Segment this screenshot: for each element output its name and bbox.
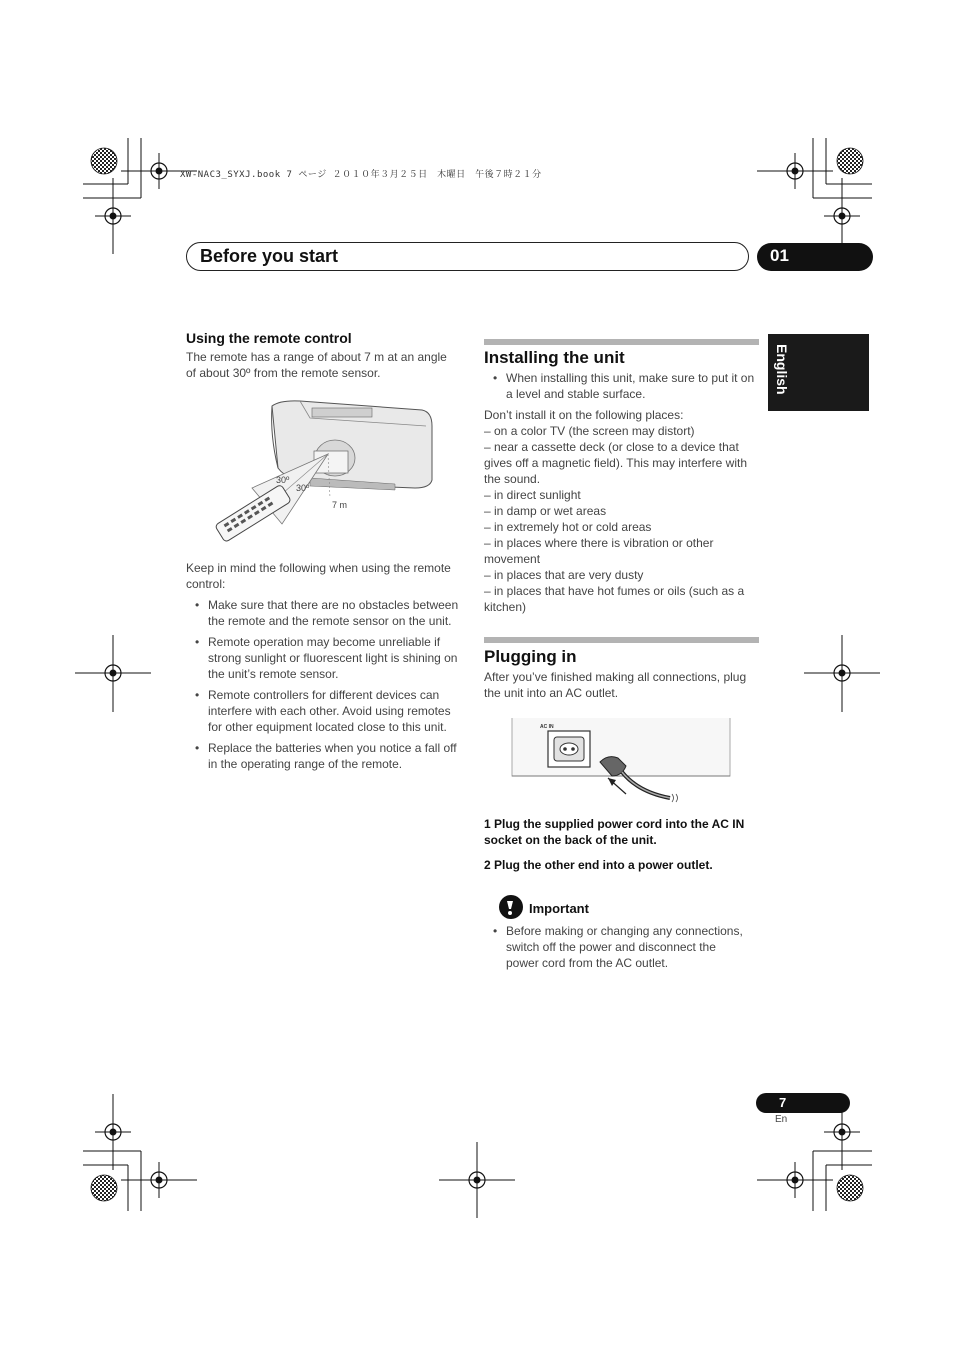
language-label-wrap (768, 334, 792, 411)
angle-left-label: 30º (276, 475, 290, 485)
step-2: 2 Plug the other end into a power outlet. (484, 858, 713, 872)
angle-right-label: 30º (296, 483, 310, 493)
keep-in-mind-text: Keep in mind the following when using the remote control: (186, 561, 451, 591)
list-item: – in direct sunlight (484, 488, 581, 502)
list-item: – in places that are very dusty (484, 568, 644, 582)
chapter-number: 01 (770, 246, 789, 265)
important-label: Important (529, 901, 589, 916)
list-item: – near a cassette deck (or close to a device that gives off a magnetic field). This may interfere with the sound. (484, 440, 748, 486)
remote-intro: The remote has a range of about 7 m at an angle of about 30º from the remote sensor. (186, 350, 447, 380)
list-item: • When installing this unit, make sure to put it on a level and stable surface. (484, 370, 760, 402)
install-bullet-list (484, 370, 760, 407)
section-divider-plug (484, 637, 759, 643)
list-item: • Remote operation may become unreliable if strong sunlight or fluorescent light is shining on the unit’s remote sensor. (186, 634, 462, 682)
language-label: English (774, 344, 790, 395)
list-item: – in extremely hot or cold areas (484, 520, 652, 534)
list-item: – in damp or wet areas (484, 504, 607, 518)
list-item: – on a color TV (the screen may distort) (484, 424, 695, 438)
step-1: 1 Plug the supplied power cord into the AC IN socket on the back of the unit. (484, 817, 745, 847)
list-item: • Replace the batteries when you notice a fall off in the operating range of the remote. (186, 740, 462, 772)
page-number: 7 (779, 1095, 787, 1110)
plug-intro: After you’ve finished making all connections, plug the unit into an AC outlet. (484, 670, 747, 700)
remote-bullet-list (186, 597, 462, 777)
distance-label: 7 m (332, 500, 348, 510)
important-icon (498, 894, 524, 920)
list-item: • Make sure that there are no obstacles between the remote and the remote sensor on the unit. (186, 597, 462, 629)
ac-in-label: AC IN (540, 724, 554, 730)
list-item: • Remote controllers for different devices can interfere with each other. Avoid using remotes for other equipment located close to this unit. (186, 687, 462, 735)
list-item: • Before making or changing any connections, switch off the power and disconnect the power cord from the AC outlet. (484, 923, 746, 971)
install-heading: Installing the unit (484, 348, 625, 367)
page-title: Before you start (200, 246, 339, 266)
dont-install-text: Don’t install it on the following places: (484, 408, 684, 422)
list-item: – in places that have hot fumes or oils (such as a kitchen) (484, 584, 745, 614)
section-divider-install (484, 339, 759, 345)
list-item: – in places where there is vibration or other movement (484, 536, 714, 566)
page-language: En (775, 1114, 788, 1125)
ac-in-figure (508, 714, 734, 810)
remote-range-figure (210, 396, 440, 556)
plug-heading: Plugging in (484, 647, 577, 666)
book-file-line: XW-NAC3_SYXJ.book 7 ページ ２０１０年３月２５日 木曜日 午後７時２１分 (180, 170, 542, 180)
important-bullet-list (484, 923, 746, 976)
remote-heading: Using the remote control (186, 330, 352, 346)
page-number-badge (756, 1093, 850, 1113)
install-places-list (484, 423, 760, 615)
